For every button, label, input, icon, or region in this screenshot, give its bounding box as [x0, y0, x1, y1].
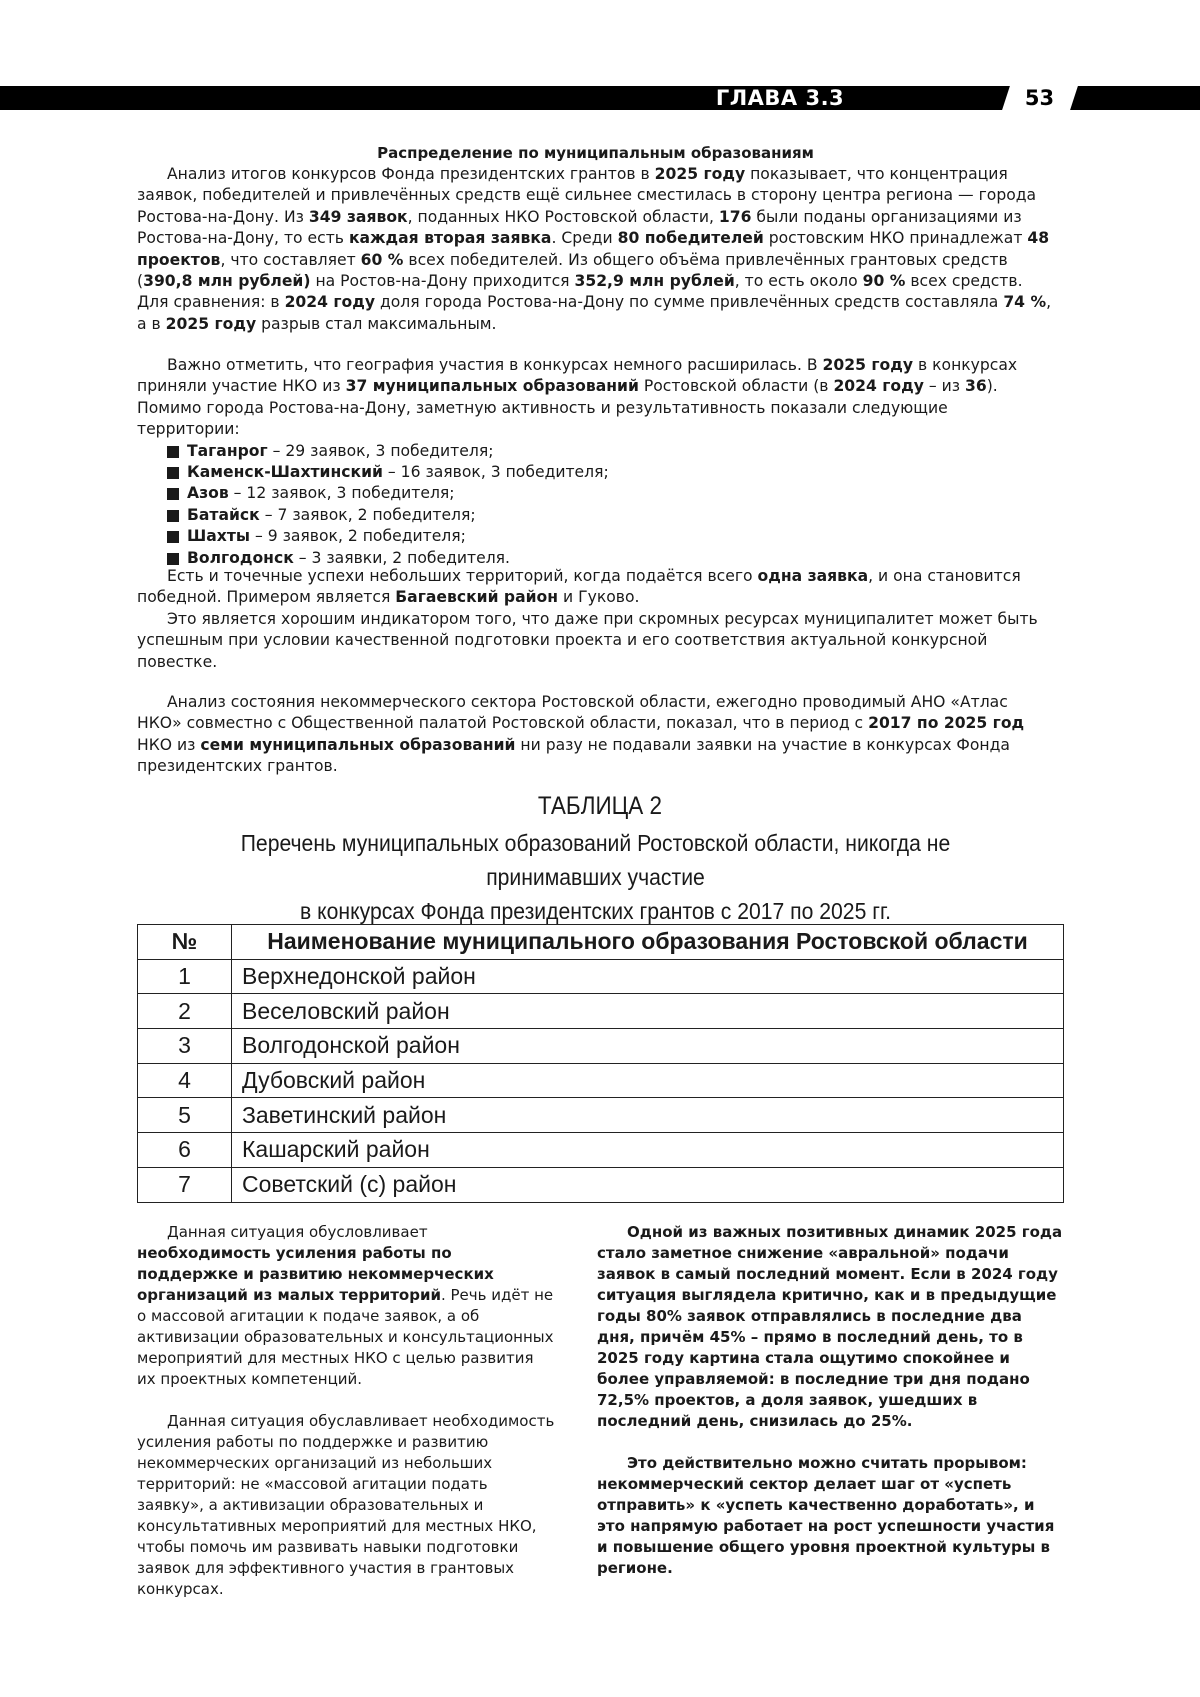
table-row: [138, 1133, 1064, 1168]
caption-line: в конкурсах Фонда президентских грантов с 2017 по 2025 гг.: [300, 898, 891, 924]
text-run: Ростовской области (в: [638, 377, 834, 396]
town-stats: – 3 заявки, 2 победителя.: [293, 548, 510, 567]
town-name: Каменск-Шахтинский: [187, 463, 383, 482]
text-run: Данная ситуация обуславливает необходимость усиления работы по поддержке и развитию некоммерческих организаций из небольших территорий: не «массовой агитации подать заявку», а активизации образовательных и консультативных мероприятий для местных НКО, чтобы помочь им развивать навыки подготовки заявок для эффективного участия в грантовых конкурсах.: [137, 1412, 555, 1598]
municipality-name-cell: Дубовский район: [232, 1063, 1064, 1098]
table-row: [138, 1063, 1064, 1098]
text-run: Есть и точечные успехи небольших территорий, когда подаётся всего: [167, 567, 758, 585]
bold-text: 2017 по 2025 год: [868, 714, 1025, 733]
town-stats: – 29 заявок, 3 победителя;: [267, 441, 494, 460]
main-text-block: [137, 692, 1054, 778]
town-list-item: [167, 462, 1054, 483]
bold-text: 2024 году: [833, 377, 924, 396]
table-caption-title: ТАБЛИЦА 2: [537, 792, 663, 820]
text-run: – из: [923, 377, 965, 396]
town-list-item: [167, 505, 1054, 526]
town-list-item: [167, 526, 1054, 547]
municipality-name-cell: Кашарский район: [232, 1133, 1064, 1168]
towns-list: [137, 441, 1054, 569]
municipality-name-cell: Волгодонской район: [232, 1029, 1064, 1064]
column-header-number: №: [138, 925, 232, 960]
paragraph: [137, 1411, 555, 1600]
bold-text: 37 муниципальных образований: [345, 377, 639, 396]
town-stats: – 16 заявок, 3 победителя;: [382, 463, 609, 482]
bold-text: 2025 году: [822, 356, 913, 374]
text-run: ростовским НКО принадлежат: [763, 229, 1028, 248]
right-column: [597, 1222, 1064, 1579]
row-number-cell: 4: [138, 1063, 232, 1098]
chapter-title: ГЛАВА 3.3: [715, 86, 845, 110]
page-number: 53: [1024, 86, 1055, 110]
town-name: Азов: [187, 484, 229, 503]
table-row: [138, 1167, 1064, 1202]
bold-text: 60 %: [360, 250, 404, 269]
text-run: , а в: [137, 293, 1052, 333]
text-run: Данная ситуация обусловливает: [167, 1223, 428, 1241]
table-row: [138, 959, 1064, 994]
bold-text: 90 %: [862, 272, 906, 291]
paragraph: [137, 1222, 555, 1390]
row-number-cell: 3: [138, 1029, 232, 1064]
text-run: . Речь идёт не о массовой агитации к подаче заявок, а об активизации образовательных и консультационных мероприятий для местных НКО с целью развития их проектных компетенций.: [137, 1286, 554, 1388]
text-run: . Среди: [551, 229, 618, 248]
text-run: Анализ состояния некоммерческого сектора Ростовской области, ежегодно проводимый АНО «Атлас НКО» совместно с Общественной палатой Ростовской области, показал, что в период с: [137, 693, 1008, 733]
bold-text: одна заявка: [757, 567, 869, 585]
table-row: [138, 1098, 1064, 1133]
paragraph: [137, 164, 1054, 335]
municipality-name-cell: Веселовский район: [232, 994, 1064, 1029]
paragraph: [137, 609, 1054, 673]
bold-text: 349 заявок: [308, 207, 408, 226]
bold-text: каждая вторая заявка: [348, 229, 552, 248]
town-list-item: [167, 483, 1054, 504]
text-run: разрыв стал максимальным.: [256, 314, 497, 333]
bold-text: 2024 году: [284, 293, 376, 312]
caption-line: Перечень муниципальных образований Ростовской области, никогда не принимавших участие: [240, 830, 951, 890]
town-stats: – 12 заявок, 3 победителя;: [228, 484, 455, 503]
town-name: Таганрог: [187, 441, 268, 460]
municipality-name-cell: Верхнедонской район: [232, 959, 1064, 994]
bold-text: Багаевский район: [395, 588, 559, 607]
table-row: [138, 1029, 1064, 1064]
text-run: в конкурсах приняли участие НКО из: [137, 356, 1018, 396]
main-text-block: [137, 566, 1054, 673]
left-column: [137, 1222, 555, 1600]
bold-text: необходимость усиления работы по поддержке и развитию некоммерческих организаций из малых территорий: [137, 1244, 494, 1304]
town-stats: – 9 заявок, 2 победителя;: [249, 527, 466, 546]
main-text-block: [137, 143, 1054, 335]
section-heading: Распределение по муниципальным образованиям: [377, 144, 814, 162]
bold-text: 36: [965, 377, 987, 396]
municipalities-table: [137, 924, 1064, 1203]
town-stats: – 7 заявок, 2 победителя;: [259, 505, 476, 524]
text-run: НКО из: [137, 735, 201, 754]
town-name: Шахты: [187, 527, 250, 546]
bold-text: 352,9 млн рублей: [574, 272, 735, 291]
paragraph: Одной из важных позитивных динамик 2025 года стало заметное снижение «авральной» подачи заявок в самый последний момент. Если в 2024 году ситуация выглядела критично, как и в предыдущие годы 80% заявок отправлялись в последние два дня, причём 45% – прямо в последний день, то в 2025 году картина стала ощутимо спокойнее и более управляемой: в последние три дня подано 72,5% проектов, а доля заявок, ушедших в последний день, снизилась до 25%.: [597, 1223, 1063, 1430]
column-header-name: Наименование муниципального образования Ростовской области: [232, 925, 1064, 960]
municipality-name-cell: Советский (с) район: [232, 1167, 1064, 1202]
text-run: Важно отметить, что география участия в конкурсах немного расширилась. В: [167, 356, 823, 374]
municipality-name-cell: Заветинский район: [232, 1098, 1064, 1133]
town-name: Батайск: [187, 505, 260, 524]
row-number-cell: 1: [138, 959, 232, 994]
bold-text: 80 победителей: [617, 229, 764, 248]
row-number-cell: 2: [138, 994, 232, 1029]
text-run: доля города Ростова-на-Дону по сумме привлечённых средств составляла: [375, 293, 1004, 312]
bold-text: 390,8 млн рублей): [143, 272, 311, 291]
row-number-cell: 5: [138, 1098, 232, 1133]
table-header-row: [138, 925, 1064, 960]
bold-text: семи муниципальных образований: [200, 735, 516, 754]
text-run: на Ростов-на-Дону приходится: [310, 272, 575, 291]
text-run: ). Помимо города Ростова-на-Дону, заметную активность и результативность показали следующие территории:: [137, 377, 998, 439]
text-run: всех победителей. Из общего объёма привлечённых грантовых средств (: [137, 250, 1008, 291]
paragraph: [137, 355, 1054, 441]
bold-text: 48 проектов: [137, 229, 1050, 269]
text-run: Анализ итогов конкурсов Фонда президентских грантов в: [167, 165, 655, 183]
table-row: [138, 994, 1064, 1029]
text-run: всех средств. Для сравнения: в: [137, 272, 1023, 312]
paragraph: [137, 692, 1054, 778]
row-number-cell: 7: [138, 1167, 232, 1202]
paragraph: Это действительно можно считать прорывом: некоммерческий сектор делает шаг от «успеть отправить» к «успеть качественно доработать», и это напрямую работает на рост успешности участия и повышение общего уровня проектной культуры в регионе.: [597, 1454, 1055, 1577]
table-caption-subtitle: [174, 826, 1018, 928]
town-list-item: [167, 441, 1054, 462]
text-run: и Гуково.: [558, 588, 640, 607]
bold-text: 2025 году: [165, 314, 257, 333]
paragraph: [137, 566, 1054, 609]
text-run: показывает, что концентрация заявок, победителей и привлечённых средств ещё сильнее сместилась в сторону центра региона — города Ростова-на-Дону. Из: [137, 165, 1037, 226]
text-run: , поданных НКО Ростовской области,: [407, 207, 719, 226]
town-name: Волгодонск: [187, 548, 294, 567]
text-run: , и она становится победной. Примером является: [137, 567, 1021, 607]
bold-text: 176: [718, 207, 752, 226]
text-run: , то есть около: [734, 272, 863, 291]
row-number-cell: 6: [138, 1133, 232, 1168]
text-run: ни разу не подавали заявки на участие в конкурсах Фонда президентских грантов.: [137, 735, 1010, 776]
text-run: Это является хорошим индикатором того, что даже при скромных ресурсах муниципалитет может быть успешным при условии качественной подготовки проекта и его соответствия актуальной конкурсной повестке.: [137, 609, 1038, 671]
text-run: были поданы организациями из Ростова-на-Дону, то есть: [137, 207, 1022, 248]
main-text-block: [137, 355, 1054, 569]
text-run: , что составляет: [220, 250, 361, 269]
bold-text: 74 %: [1003, 293, 1047, 312]
bold-text: 2025 году: [654, 165, 746, 183]
